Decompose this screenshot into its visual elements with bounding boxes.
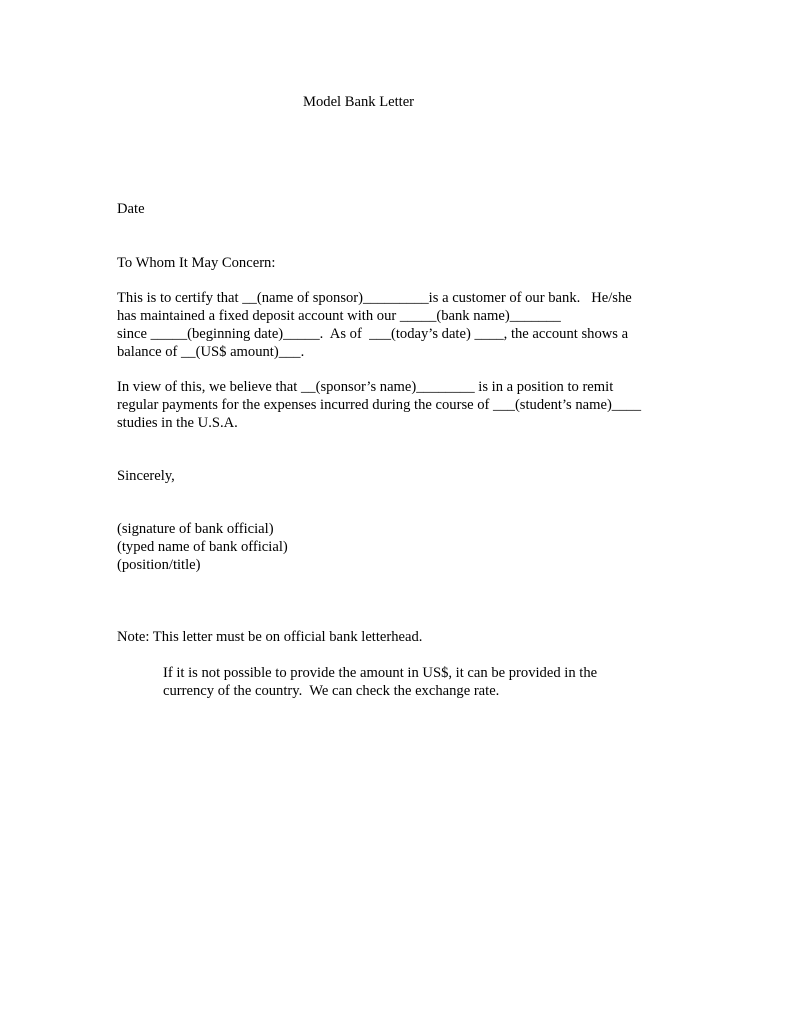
salutation: To Whom It May Concern: (117, 255, 276, 271)
closing: Sincerely, (117, 468, 175, 484)
note-detail-line: currency of the country. We can check the exchange rate. (163, 683, 500, 699)
date-label: Date (117, 201, 145, 217)
sponsor-paragraph (117, 378, 641, 432)
certification-line: balance of __(US$ amount)___. (117, 344, 305, 360)
sponsor-line: studies in the U.S.A. (117, 415, 238, 431)
signature-line: (position/title) (117, 557, 201, 573)
sponsor-line: In view of this, we believe that __(sponsor’s name)________ is in a position to remit (117, 379, 614, 395)
note-detail (163, 664, 597, 700)
note: Note: This letter must be on official bank letterhead. (117, 629, 423, 645)
sponsor-line: regular payments for the expenses incurred during the course of ___(student’s name)____ (117, 397, 641, 413)
certification-line: This is to certify that __(name of sponsor)_________is a customer of our bank. He/she (117, 290, 632, 306)
signature-line: (signature of bank official) (117, 521, 274, 537)
signature-block (117, 520, 288, 574)
certification-paragraph (117, 289, 632, 361)
page-title: Model Bank Letter (303, 94, 415, 110)
certification-line: since _____(beginning date)_____. As of ___(today’s date) ____, the account shows a (117, 326, 629, 342)
signature-line: (typed name of bank official) (117, 539, 288, 555)
certification-line: has maintained a fixed deposit account with our _____(bank name)_______ (117, 308, 561, 324)
note-detail-line: If it is not possible to provide the amount in US$, it can be provided in the (163, 665, 598, 681)
